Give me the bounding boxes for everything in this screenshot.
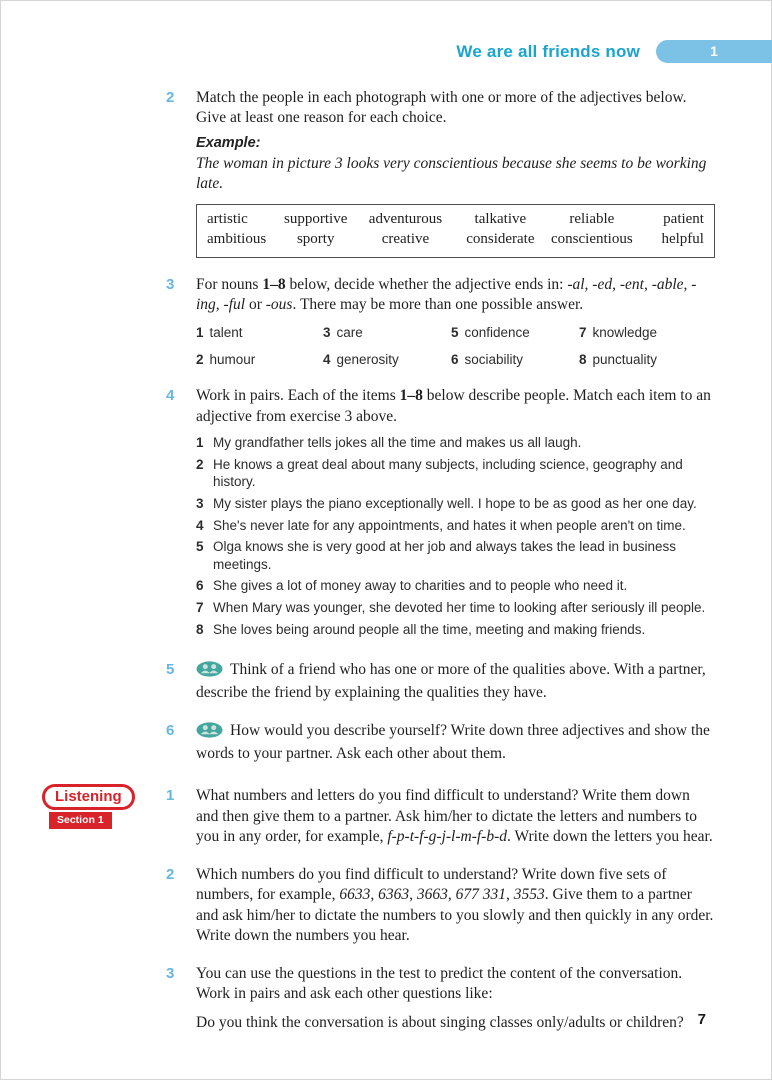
- item-number: 6: [196, 578, 204, 594]
- adjective: patient: [663, 210, 704, 227]
- sample-question: Do you think the conversation is about singing classes only/adults or children?: [196, 1013, 684, 1031]
- exercise-instruction: Match the people in each photograph with one or more of the adjectives below. Give at least one reason for each choice.: [196, 89, 687, 127]
- adjective-row: [207, 230, 704, 250]
- noun-number: 3: [323, 325, 331, 341]
- exercise-body: [196, 721, 714, 765]
- item-number: 8: [196, 621, 204, 637]
- item-text: My grandfather tells jokes all the time and makes us all laugh.: [213, 434, 582, 450]
- listening-exercise-3: [166, 964, 714, 1033]
- adjective: considerate: [466, 230, 535, 247]
- noun-item: [579, 324, 714, 342]
- exercise-body: [196, 386, 714, 643]
- list-item: [196, 434, 714, 451]
- text-segment: or: [245, 295, 266, 313]
- adjective: supportive: [284, 210, 348, 227]
- exercise-instruction: [196, 386, 714, 427]
- noun-word: humour: [209, 352, 256, 368]
- text-segment: . Give them to a partner and ask him/her to dictate the numbers to you slowly and then quickly in any order. Write down the numbers you hear.: [196, 886, 714, 945]
- noun-word: knowledge: [592, 325, 658, 341]
- unit-title: We are all friends now: [456, 41, 640, 61]
- noun-item: [323, 324, 451, 342]
- noun-item: [451, 351, 579, 369]
- example-label: Example:: [196, 134, 261, 151]
- listening-section-label: Section 1: [49, 812, 112, 829]
- noun-word: generosity: [336, 352, 399, 368]
- exercise-body: [196, 786, 714, 847]
- page-header: [456, 40, 772, 63]
- list-item: [196, 599, 714, 616]
- exercise-number: 2: [166, 865, 175, 883]
- exercise-body: [196, 88, 715, 258]
- adjective-word-box: [196, 204, 715, 258]
- item-text: She loves being around people all the time, meeting and making friends.: [213, 621, 646, 637]
- text-segment-italic: -ous: [265, 295, 293, 313]
- exercise-number: 3: [166, 964, 175, 982]
- list-item: [196, 577, 714, 594]
- text-segment-italic: -al, -ed, -ent, -able, -ing, -ful: [196, 275, 697, 313]
- item-text: She's never late for any appointments, and hates it when people aren't on time.: [213, 517, 686, 533]
- noun-number: 1: [196, 325, 204, 341]
- listening-badge: [42, 784, 152, 829]
- item-number: 3: [196, 495, 204, 511]
- adjective: ambitious: [207, 230, 267, 247]
- noun-item: [579, 351, 714, 369]
- noun-item: [451, 324, 579, 342]
- adjective: artistic: [207, 210, 248, 227]
- exercise-body: [196, 865, 714, 947]
- listening-section: [55, 786, 714, 1033]
- text-segment: Work in pairs. Each of the items: [196, 387, 400, 405]
- noun-number: 7: [579, 325, 587, 341]
- text-segment-bold: 1–8: [262, 275, 286, 293]
- noun-word: sociability: [464, 352, 524, 368]
- text-segment: For nouns: [196, 275, 263, 293]
- noun-grid: [196, 324, 714, 369]
- noun-item: [323, 351, 451, 369]
- noun-item: [196, 351, 323, 369]
- exercise-instruction: [196, 275, 714, 316]
- exercise-number: 4: [166, 387, 175, 405]
- exercise-body: [196, 964, 714, 1033]
- exercise-body: [196, 660, 714, 704]
- item-number: 4: [196, 517, 204, 533]
- adjective: helpful: [661, 230, 704, 247]
- noun-word: confidence: [464, 325, 530, 341]
- text-segment: below describe people. Match each item to an adjective from exercise 3 above.: [196, 387, 711, 425]
- adjective: conscientious: [551, 230, 633, 247]
- noun-number: 2: [196, 352, 204, 368]
- unit-number-badge: 1: [656, 40, 772, 63]
- noun-word: punctuality: [592, 352, 658, 368]
- exercise-instruction: [196, 660, 714, 704]
- exercise-text: How would you describe yourself? Write down three adjectives and show the words to your partner. Ask each other about them.: [196, 721, 710, 762]
- exercise-5: [166, 660, 714, 704]
- text-segment: Which numbers do you find difficult to understand? Write down five sets of numbers, for example,: [196, 865, 667, 904]
- noun-number: 4: [323, 352, 331, 368]
- exercise-number: 5: [166, 660, 175, 678]
- listening-exercise-2: [166, 865, 714, 947]
- exercise-number: 1: [166, 787, 175, 805]
- exercise-number: 3: [166, 275, 175, 293]
- item-number: 5: [196, 539, 204, 555]
- noun-number: 8: [579, 352, 587, 368]
- pair-work-icon: [196, 661, 223, 683]
- exercise-instruction: [196, 786, 714, 847]
- item-number: 1: [196, 434, 204, 450]
- list-item: [196, 538, 714, 573]
- list-item: [196, 456, 714, 491]
- exercise-number: 6: [166, 721, 175, 739]
- list-item: [196, 517, 714, 534]
- page-number: 7: [697, 1011, 706, 1028]
- noun-number: 6: [451, 352, 459, 368]
- noun-item: [196, 324, 323, 342]
- exercise-6: [166, 721, 714, 765]
- adjective-row: [207, 210, 704, 230]
- pair-work-icon: [196, 722, 223, 744]
- text-segment: . There may be more than one possible answer.: [292, 295, 584, 313]
- item-text: He knows a great deal about many subjects, including science, geography and history.: [213, 456, 683, 489]
- exercise-number: 2: [166, 89, 175, 106]
- text-segment: . Write down the letters you hear.: [507, 828, 713, 846]
- text-segment: below, decide whether the adjective ends in:: [285, 275, 568, 293]
- exercise-3: [166, 275, 714, 370]
- sentence-list: [196, 434, 714, 638]
- exercise-body: [196, 275, 714, 370]
- item-text: She gives a lot of money away to charities and to people who need it.: [213, 578, 628, 594]
- adjective: adventurous: [368, 210, 443, 227]
- page-content: [55, 88, 714, 1033]
- item-number: 2: [196, 456, 204, 472]
- item-text: My sister plays the piano exceptionally well. I hope to be as good as her one day.: [213, 495, 697, 511]
- exercise-instruction: [196, 721, 714, 765]
- adjective: talkative: [474, 210, 527, 227]
- text-segment-bold: 1–8: [399, 387, 423, 405]
- item-text: When Mary was younger, she devoted her time to looking after seriously ill people.: [213, 600, 706, 616]
- noun-word: talent: [209, 325, 243, 341]
- noun-word: care: [336, 325, 363, 341]
- item-text: Olga knows she is very good at her job and always takes the lead in business meetings.: [213, 539, 677, 572]
- text-segment-italic: 6633, 6363, 3663, 677 331, 3553: [339, 886, 545, 904]
- list-item: [196, 621, 714, 638]
- item-number: 7: [196, 600, 204, 616]
- text-segment-italic: f-p-t-f-g-j-l-m-f-b-d: [387, 828, 507, 846]
- exercise-4: [166, 386, 714, 643]
- exercise-2: [166, 88, 714, 258]
- adjective: reliable: [569, 210, 615, 227]
- listening-exercise-1: [166, 786, 714, 847]
- adjective: creative: [381, 230, 430, 247]
- exercise-instruction: You can use the questions in the test to predict the content of the conversation. Work in pairs and ask each other questions like:: [196, 964, 683, 1003]
- text-segment: What numbers and letters do you find difficult to understand? Write them down and then give them to a partner. Ask him/her to dictate the letters and numbers to you in any order, for example,: [196, 787, 698, 846]
- exercise-text: Think of a friend who has one or more of the qualities above. With a partner, describe the friend by explaining the qualities they have.: [196, 660, 706, 702]
- exercise-instruction: [196, 865, 714, 947]
- list-item: [196, 495, 714, 512]
- noun-number: 5: [451, 325, 459, 341]
- listening-badge-label: Listening: [42, 784, 135, 810]
- example-sentence: The woman in picture 3 looks very conscientious because she seems to be working late.: [196, 155, 707, 193]
- adjective: sporty: [296, 230, 335, 247]
